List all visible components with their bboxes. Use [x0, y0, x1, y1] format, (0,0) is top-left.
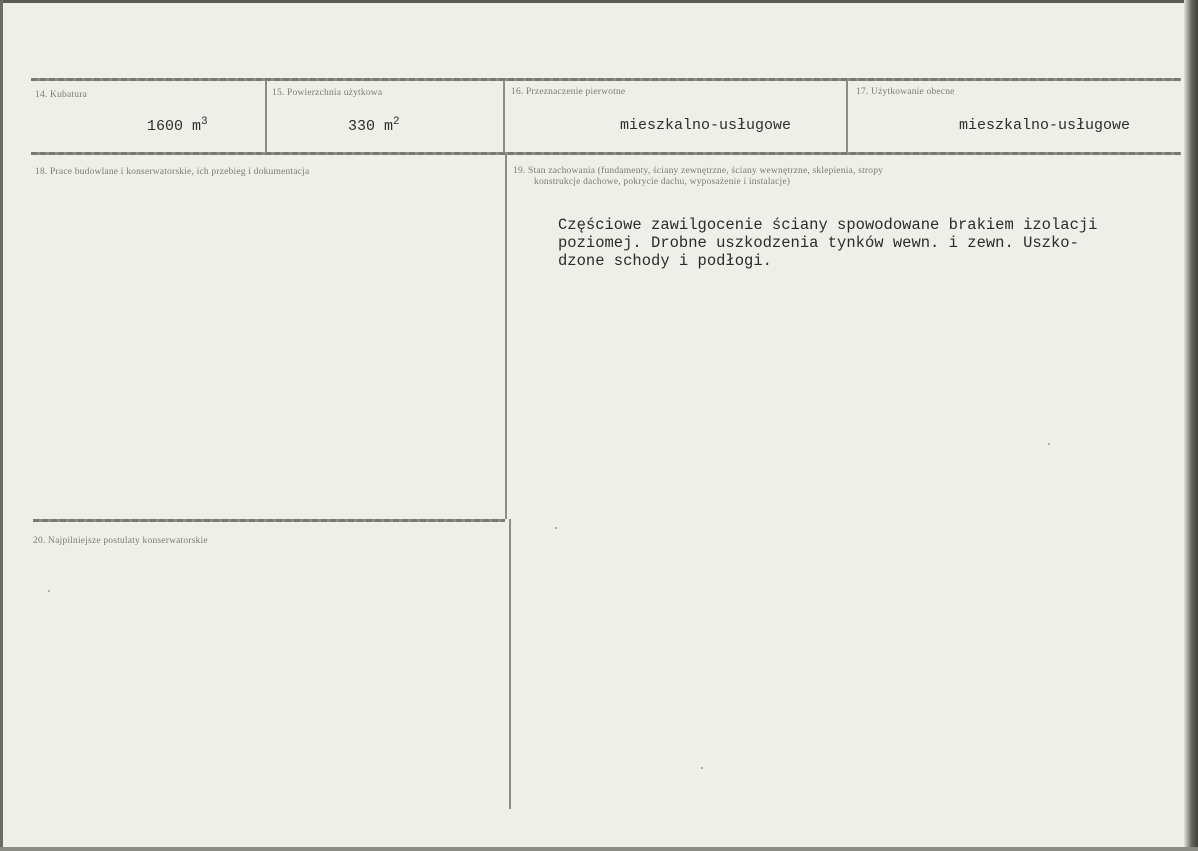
field-19-label: [513, 166, 883, 188]
field-15-value: 330 $m^2$: [348, 116, 400, 135]
field-15-unit-exponent: 2: [393, 116, 400, 128]
field-19-typed-text: [558, 216, 1158, 270]
field-14-unit-exponent: 3: [201, 116, 208, 128]
field-14-label: 14. Kubatura: [35, 90, 87, 100]
paper-speck: [1048, 443, 1050, 445]
field-17-label: 17. Użytkowanie obecne: [856, 87, 955, 97]
card-top-edge: [0, 0, 1198, 3]
paper-speck: [48, 590, 50, 592]
second-row-rule: [31, 152, 1181, 155]
divider-16-17: [846, 80, 848, 153]
field-19-text-line-2: poziomej. Drobne uszkodzenia tynków wewn. i zewn. Uszko-: [558, 234, 1079, 252]
card-right-edge: [1184, 0, 1198, 851]
field-16-label: 16. Przeznaczenie pierwotne: [511, 87, 626, 97]
card-left-edge: [0, 0, 3, 851]
section-20-rule: [33, 519, 505, 522]
field-19-label-line-1: 19. Stan zachowania (fundamenty, ściany zewnętrzne, ściany wewnętrzne, sklepienia, stropy: [513, 166, 884, 176]
field-18-label: 18. Prace budowlane i konserwatorskie, ich przebieg i dokumentacja: [35, 167, 310, 177]
paper-speck: [555, 527, 557, 529]
field-17-value: mieszkalno-usługowe: [959, 117, 1131, 134]
top-row-rule: [31, 78, 1181, 81]
card-bottom-edge: [0, 847, 1198, 851]
divider-18-19: [505, 154, 507, 519]
field-15-label: 15. Powierzchnia użytkowa: [272, 88, 383, 98]
field-19-text-line-3: dzone schody i podłogi.: [558, 252, 772, 270]
field-14-value: 1600 $m^3$: [147, 116, 208, 135]
divider-15-16: [503, 80, 505, 153]
divider-20-19: [509, 519, 511, 809]
field-19-label-line-2: konstrukcje dachowe, pokrycie dachu, wyposażenie i instalacje): [534, 177, 791, 187]
field-19-text-line-1: Częściowe zawilgocenie ściany spowodowane brakiem izolacji: [558, 216, 1098, 234]
field-16-value: mieszkalno-usługowe: [620, 117, 792, 134]
divider-14-15: [265, 80, 267, 153]
field-20-label: 20. Najpilniejsze postulaty konserwatorskie: [33, 536, 208, 546]
paper-speck: [701, 767, 703, 769]
